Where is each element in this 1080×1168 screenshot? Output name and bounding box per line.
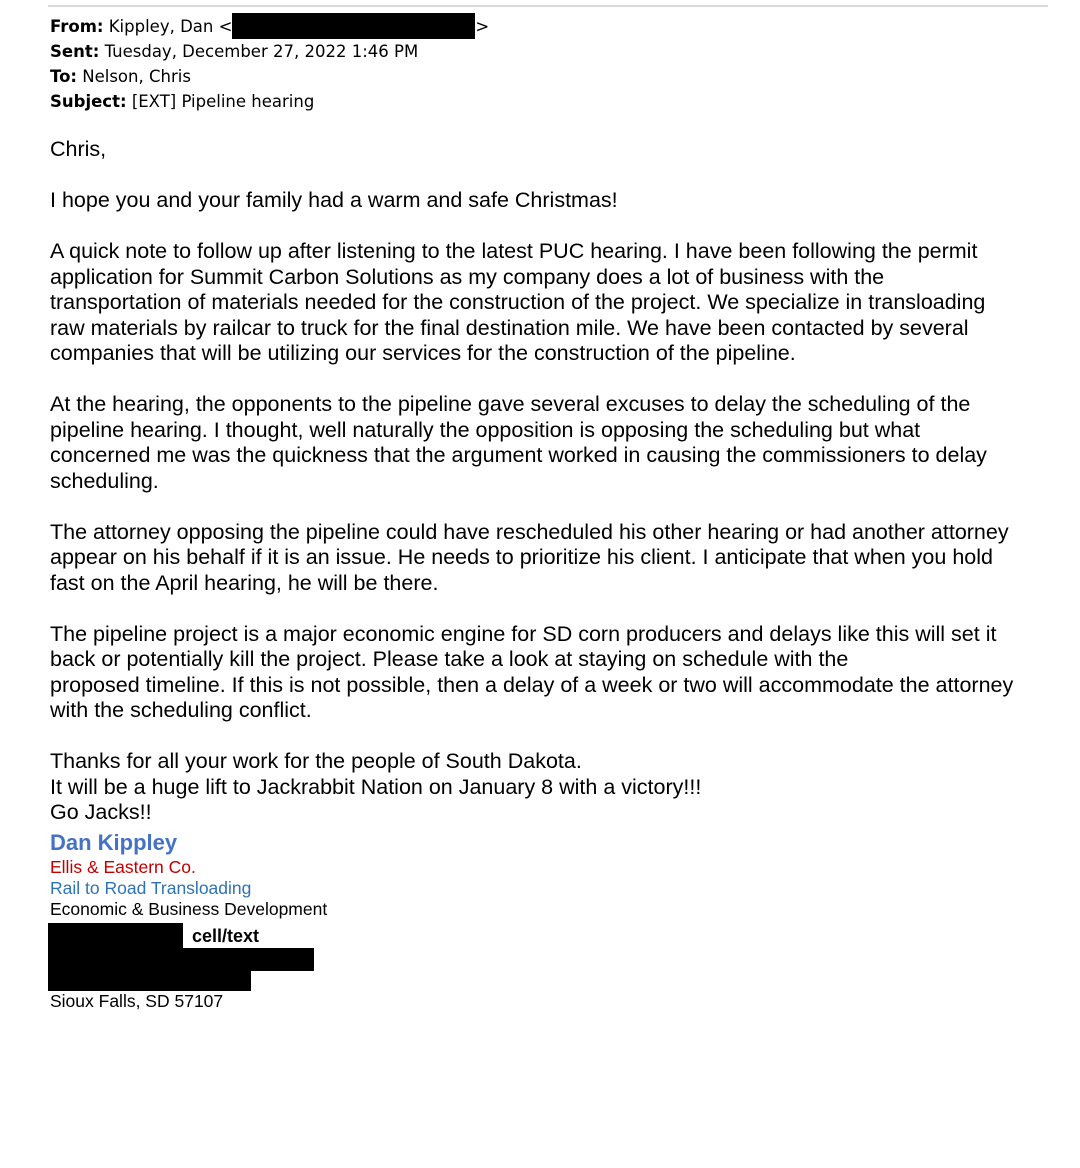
paragraph-1: I hope you and your family had a warm and safe Christmas! — [50, 188, 618, 212]
paragraph-line: scheduling. — [50, 468, 159, 493]
subject-label: Subject: — [50, 92, 127, 111]
paragraph-line: pipeline hearing. I thought, well naturally the opposition is opposing the scheduling but what — [50, 417, 921, 442]
phone-type-label: cell/text — [192, 926, 260, 946]
from-label: From: — [50, 17, 104, 36]
redacted-phone — [48, 923, 183, 948]
closing-line: Go Jacks!! — [50, 800, 152, 824]
signature-company: Ellis & Eastern Co. — [50, 857, 196, 877]
paragraph-line: companies that will be utilizing our services for the construction of the pipeline. — [50, 341, 796, 365]
email-body — [50, 137, 1050, 826]
paragraph-line: raw materials by railcar to truck for the final destination mile. We have been contacted by several — [50, 315, 969, 340]
signature-block — [50, 829, 327, 920]
redacted-email — [232, 13, 475, 39]
to-row — [50, 64, 489, 89]
paragraph-line: application for Summit Carbon Solutions as my company does a lot of business with the — [50, 264, 885, 289]
paragraph-3 — [50, 392, 1050, 494]
signature-title: Economic & Business Development — [50, 899, 328, 919]
paragraph-line: back or potentially kill the project. Please take a look at staying on schedule with the — [50, 647, 849, 671]
email-header — [50, 14, 489, 114]
redacted-address-line — [48, 948, 314, 971]
paragraph-4 — [50, 520, 1050, 597]
signature-tagline: Rail to Road Transloading — [50, 878, 252, 898]
signature-name: Dan Kippley — [50, 830, 178, 855]
paragraph-line: transportation of materials needed for the construction of the project. We specialize in transloading — [50, 290, 986, 314]
paragraph-line: The pipeline project is a major economic engine for SD corn producers and delays like this will set it — [50, 621, 997, 646]
redacted-address-line — [48, 971, 251, 991]
paragraph-line: proposed timeline. If this is not possible, then a delay of a week or two will accommodate the attorney — [50, 672, 1014, 697]
closing-line: It will be a huge lift to Jackrabbit Nation on January 8 with a victory!!! — [50, 774, 702, 799]
paragraph-line: The attorney opposing the pipeline could have rescheduled his other hearing or had another attorney — [50, 519, 1009, 544]
sent-value: Tuesday, December 27, 2022 1:46 PM — [104, 42, 419, 61]
paragraph-2 — [50, 239, 1050, 367]
from-close: > — [475, 17, 490, 36]
paragraph-line: fast on the April hearing, he will be there. — [50, 570, 439, 595]
to-label: To: — [50, 67, 77, 86]
paragraph-line: A quick note to follow up after listening to the latest PUC hearing. I have been following the permit — [50, 239, 978, 263]
header-divider — [48, 5, 1048, 7]
subject-value: [EXT] Pipeline hearing — [131, 92, 315, 111]
paragraph-5 — [50, 622, 1050, 724]
from-row — [50, 14, 489, 39]
paragraph-line: At the hearing, the opponents to the pipeline gave several excuses to delay the scheduling of the — [50, 392, 971, 416]
sent-row — [50, 39, 489, 64]
to-value: Nelson, Chris — [82, 67, 191, 86]
paragraph-line: appear on his behalf if it is an issue. He needs to prioritize his client. I anticipate that when you hold — [50, 545, 993, 569]
greeting: Chris, — [50, 137, 107, 161]
subject-row — [50, 89, 489, 114]
closing — [50, 749, 1050, 826]
paragraph-line: concerned me was the quickness that the argument worked in causing the commissioners to delay — [50, 443, 987, 467]
closing-line: Thanks for all your work for the people of South Dakota. — [50, 749, 582, 773]
signature-city: Sioux Falls, SD 57107 — [50, 991, 224, 1011]
from-value: Kippley, Dan < — [108, 17, 233, 36]
sent-label: Sent: — [50, 42, 100, 61]
paragraph-line: with the scheduling conflict. — [50, 698, 312, 722]
